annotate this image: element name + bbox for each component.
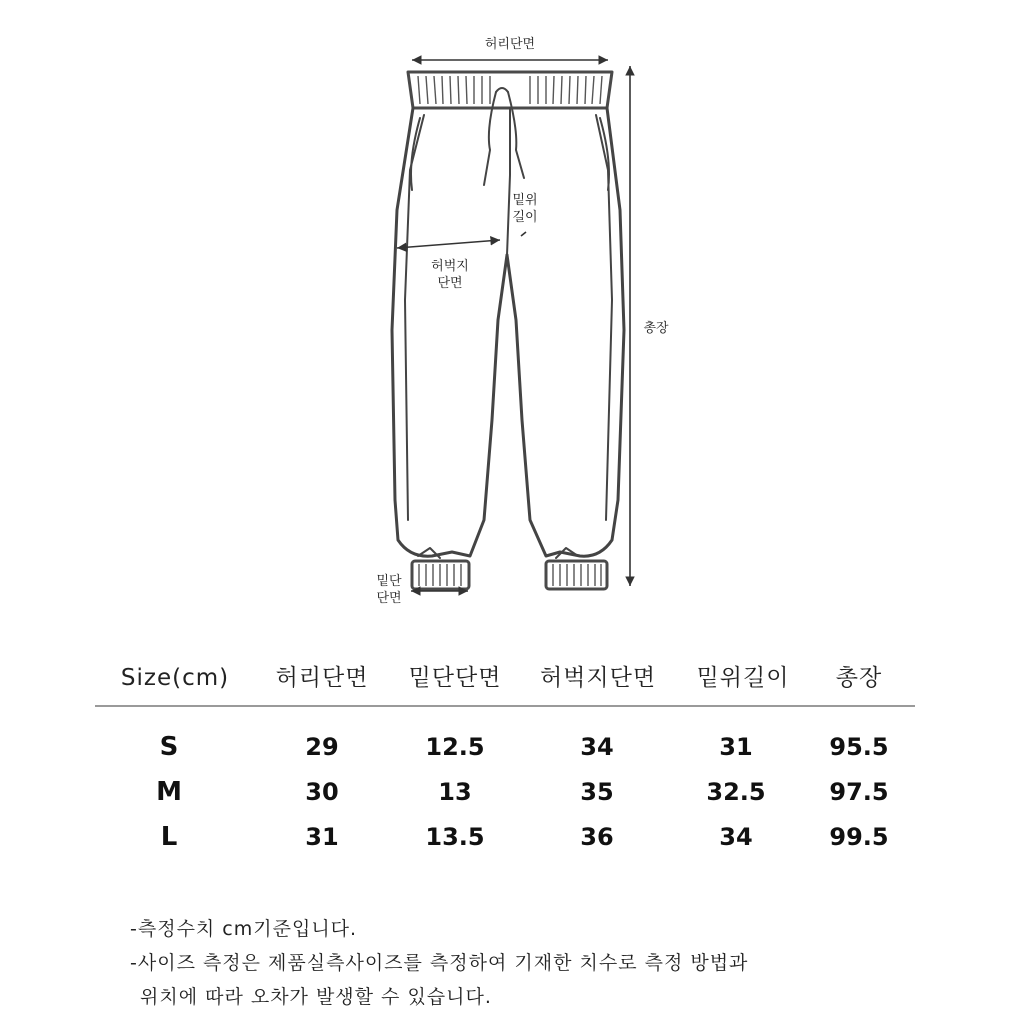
thigh-label: 허벅지 단면: [431, 259, 469, 291]
table-row: [95, 817, 915, 857]
thigh-arrow: [397, 240, 500, 248]
note-line: -측정수치 cm기준입니다.: [130, 918, 358, 940]
note-line: -사이즈 측정은 제품실측사이즈를 측정하여 기재한 치수로 측정 방법과: [130, 952, 749, 974]
header-size: Size(cm): [120, 665, 230, 691]
cell-size: M: [156, 777, 182, 807]
cell-size: L: [160, 822, 178, 852]
total-length-label: 총장: [643, 321, 669, 336]
table-divider: [95, 705, 915, 707]
cell-waist: 30: [305, 778, 339, 806]
header-thigh: 허벅지단면: [539, 665, 657, 691]
waist-label: 허리단면: [484, 37, 536, 52]
note-line: 위치에 따라 오차가 발생할 수 있습니다.: [140, 986, 492, 1008]
table-row: [95, 772, 915, 812]
rise-label: 밑위 길이: [512, 193, 538, 225]
cell-size: S: [159, 732, 179, 762]
cell-hem: 13.5: [425, 823, 485, 851]
cell-waist: 31: [305, 823, 339, 851]
header-rise: 밑위길이: [696, 665, 790, 691]
cell-thigh: 35: [580, 778, 614, 806]
cell-total: 97.5: [829, 778, 889, 806]
cell-rise: 31: [719, 733, 753, 761]
cell-rise: 32.5: [706, 778, 766, 806]
cell-rise: 34: [719, 823, 753, 851]
cell-total: 95.5: [829, 733, 889, 761]
cell-total: 99.5: [829, 823, 889, 851]
cell-hem: 13: [438, 778, 472, 806]
header-hem: 밑단단면: [408, 665, 502, 691]
header-waist: 허리단면: [275, 665, 369, 691]
header-total: 총장: [835, 665, 883, 691]
cell-thigh: 34: [580, 733, 614, 761]
cell-thigh: 36: [580, 823, 614, 851]
hem-label: 밑단 단면: [376, 574, 402, 606]
size-table-header: [95, 658, 915, 698]
table-row: [95, 727, 915, 767]
rise-pointer: [521, 232, 526, 236]
cell-waist: 29: [305, 733, 339, 761]
size-notes: [130, 912, 748, 1014]
cell-hem: 12.5: [425, 733, 485, 761]
